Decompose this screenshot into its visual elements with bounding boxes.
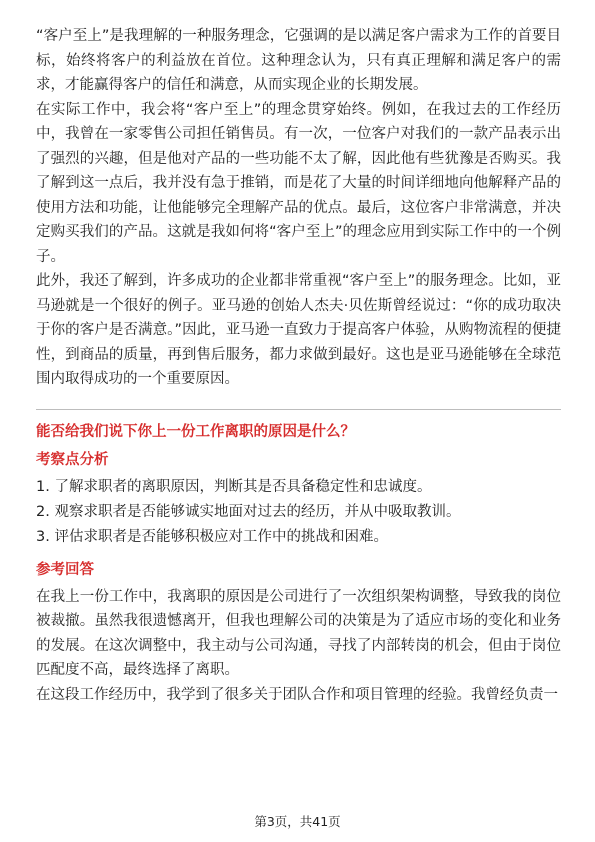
answer-paragraph: 在我上一份工作中，我离职的原因是公司进行了一次组织架构调整，导致我的岗位被裁撤。虽然我很遗憾离开，但我也理解公司的决策是为了适应市场的变化和业务的发展。在这次调整中，我主动与公司沟通，寻找了内部转岗的机会，但由于岗位匹配度不高，最终选择了离职。 [36, 588, 561, 678]
question-heading: 能否给我们说下你上一份工作离职的原因是什么？ [36, 423, 355, 440]
answer-paragraph: 在这段工作经历中，我学到了很多关于团队合作和项目管理的经验。我曾经负责一 [36, 686, 558, 703]
page-number: 第3页，共41页 [254, 814, 341, 829]
list-item: 3. 评估求职者是否能够积极应对工作中的挑战和困难。 [36, 528, 388, 545]
body-paragraph: 在实际工作中，我会将“客户至上”的理念贯穿始终。例如，在我过去的工作经历中，我曾在一家零售公司担任销售员。有一次，一位客户对我们的一款产品表示出了强烈的兴趣，但是他对产品的一些功能不太了解，因此他有些犹豫是否购买。我了解到这一点后，我并没有急于推销，而是花了大量的时间详细地向他解释产品的使用方法和功能，让他能够完全理解产品的优点。最后，这位客户非常满意，并决定购买我们的产品。这就是我如何将“客户至上”的理念应用到实际工作中的一个例子。 [36, 101, 561, 265]
list-item: 2. 观察求职者是否能够诚实地面对过去的经历，并从中吸取教训。 [36, 503, 461, 520]
page-content [36, 24, 561, 707]
body-paragraph: 此外，我还了解到，许多成功的企业都非常重视“客户至上”的服务理念。比如，亚马逊就是一个很好的例子。亚马逊的创始人杰夫·贝佐斯曾经说过：“你的成功取决于你的客户是否满意。”因此，亚马逊一直致力于提高客户体验，从购物流程的便捷性，到商品的质量，再到售后服务，都力求做到最好。这也是亚马逊能够在全球范围内取得成功的一个重要原因。 [36, 273, 561, 387]
answer-title: 参考回答 [36, 561, 94, 578]
section-divider [36, 409, 561, 410]
list-item: 1. 了解求职者的离职原因，判断其是否具备稳定性和忠诚度。 [36, 478, 432, 495]
analysis-list [36, 475, 561, 550]
analysis-title: 考察点分析 [36, 451, 109, 468]
body-paragraph: “客户至上”是我理解的一种服务理念，它强调的是以满足客户需求为工作的首要目标，始终将客户的利益放在首位。这种理念认为，只有真正理解和满足客户的需求，才能赢得客户的信任和满意，从而实现企业的长期发展。 [36, 28, 561, 93]
